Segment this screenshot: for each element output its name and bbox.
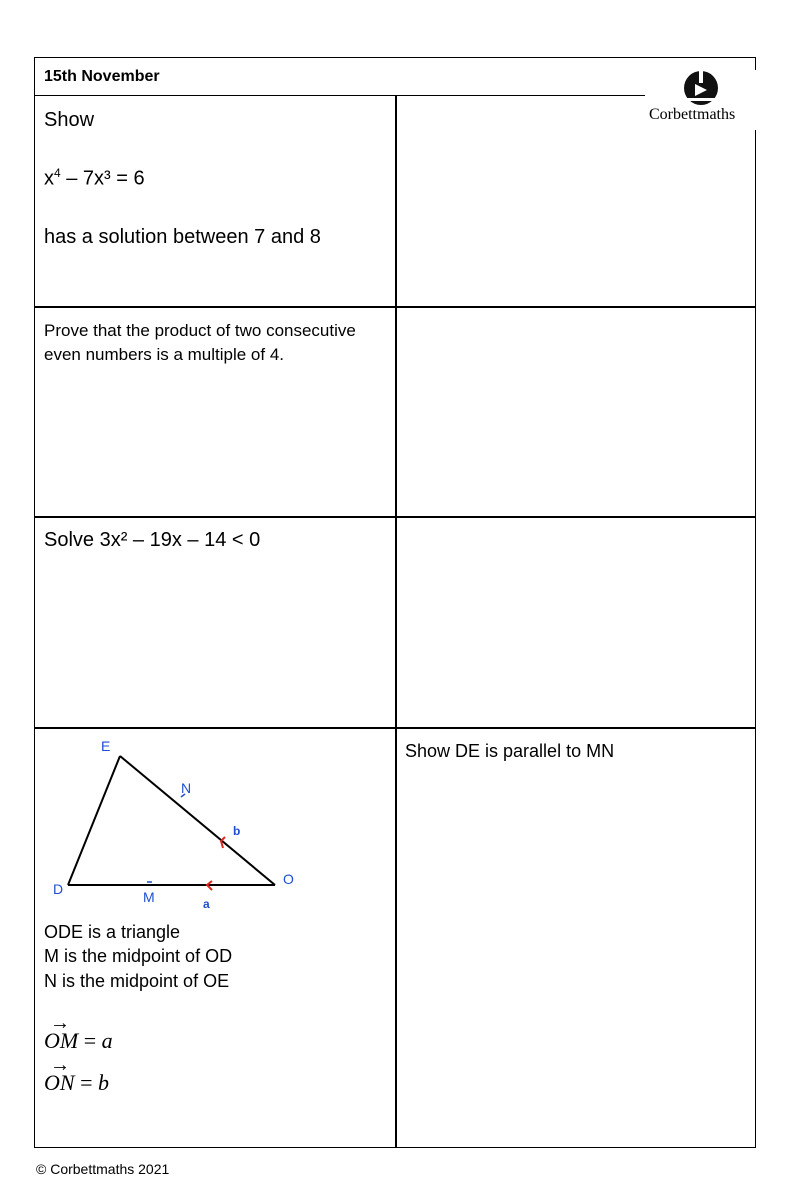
label-M: M [143,889,155,905]
q1-solution-text: has a solution between 7 and 8 [44,225,321,248]
statement-2: M is the midpoint of OD [44,946,233,967]
copyright-footer: © Corbettmaths 2021 [36,1161,170,1177]
row-divider [35,306,755,308]
question-4 [35,730,395,1148]
q1-equation: $x^4 - 7x^3 = 6$ [44,166,145,190]
statement-1: ODE is a triangle [44,922,181,942]
question-3: Solve 3x² – 19x – 14 < 0 [44,529,261,551]
label-N: N [181,780,192,796]
label-a: a [203,897,210,910]
logo-text: Corbettmaths [649,106,736,123]
row-divider [35,727,755,729]
row-divider [35,516,755,518]
statement-3: N is the midpoint of OE [44,970,230,991]
triangle-diagram [35,730,335,910]
edge-EO [120,756,275,885]
edge-ED [68,756,120,885]
label-O: O [283,871,294,887]
worksheet-grid [34,57,756,1148]
question-2: Prove that the product of two consecutive even numbers is a multiple of 4. [44,321,356,364]
q4-statements [44,920,232,993]
question-1 [44,108,321,249]
vector-ON: → ON = b [44,1054,109,1095]
label-D: D [53,881,64,897]
label-b: b [233,824,241,838]
logo-icon [645,70,757,106]
vector-OM: → OM = a [44,1012,113,1053]
column-divider [395,96,397,1147]
corbettmaths-logo [645,70,757,130]
date-label: 15th November [44,68,160,85]
label-E: E [101,738,111,754]
q1-show: Show [44,109,95,131]
question-5: Show DE is parallel to MN [405,741,615,761]
